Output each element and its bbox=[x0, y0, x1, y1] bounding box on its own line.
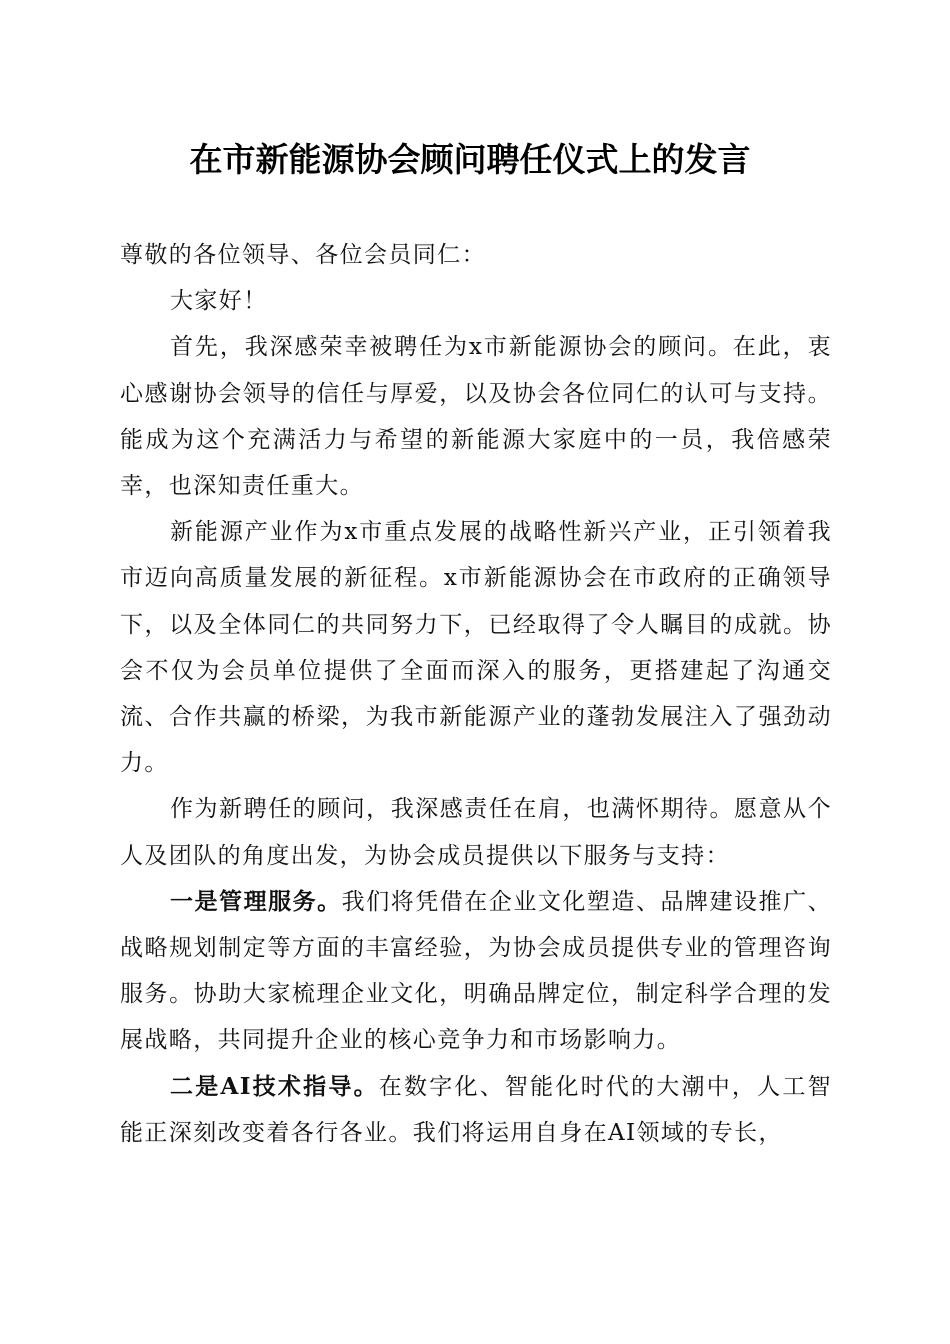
point-ai-text: 在数字化、智能化时代的大潮中，人工智能正深刻改变着各行各业。我们将运用自身在AI领域的专长， bbox=[120, 1073, 832, 1146]
paragraph-2: 新能源产业作为x市重点发展的战略性新兴产业，正引领着我市迈向高质量发展的新征程。x市新能源协会在市政府的正确领导下，以及全体同仁的共同努力下，已经取得了令人瞩目的成就。协会不仅为会员单位提供了全面而深入的服务，更搭建起了沟通交流、合作共赢的桥梁，为我市新能源产业的蓬勃发展注入了强劲动力。 bbox=[120, 519, 832, 777]
point-management-text: 我们将凭借在企业文化塑造、品牌建设推广、战略规划制定等方面的丰富经验，为协会成员提供专业的管理咨询服务。协助大家梳理企业文化，明确品牌定位，制定科学合理的发展战略，共同提升企业的核心竞争力和市场影响力。 bbox=[120, 888, 833, 1054]
paragraph-3: 作为新聘任的顾问，我深感责任在肩，也满怀期待。愿意从个人及团队的角度出发，为协会成员提供以下服务与支持： bbox=[120, 796, 832, 869]
point-management bbox=[120, 879, 832, 1064]
salutation: 尊敬的各位领导、各位会员同仁： bbox=[120, 242, 486, 268]
paragraph-1: 首先，我深感荣幸被聘任为x市新能源协会的顾问。在此，衷心感谢协会领导的信任与厚爱，以及协会各位同仁的认可与支持。能成为这个充满活力与希望的新能源大家庭中的一员，我倍感荣幸，也深知责任重大。 bbox=[120, 334, 832, 500]
point-ai bbox=[120, 1064, 832, 1156]
point-management-heading: 一是管理服务。 bbox=[170, 887, 342, 915]
point-ai-heading: 二是AI技术指导。 bbox=[170, 1072, 379, 1100]
greeting: 大家好！ bbox=[170, 288, 268, 315]
document-title: 在市新能源协会顾问聘任仪式上的发言 bbox=[189, 140, 751, 179]
document-body bbox=[120, 232, 832, 1156]
